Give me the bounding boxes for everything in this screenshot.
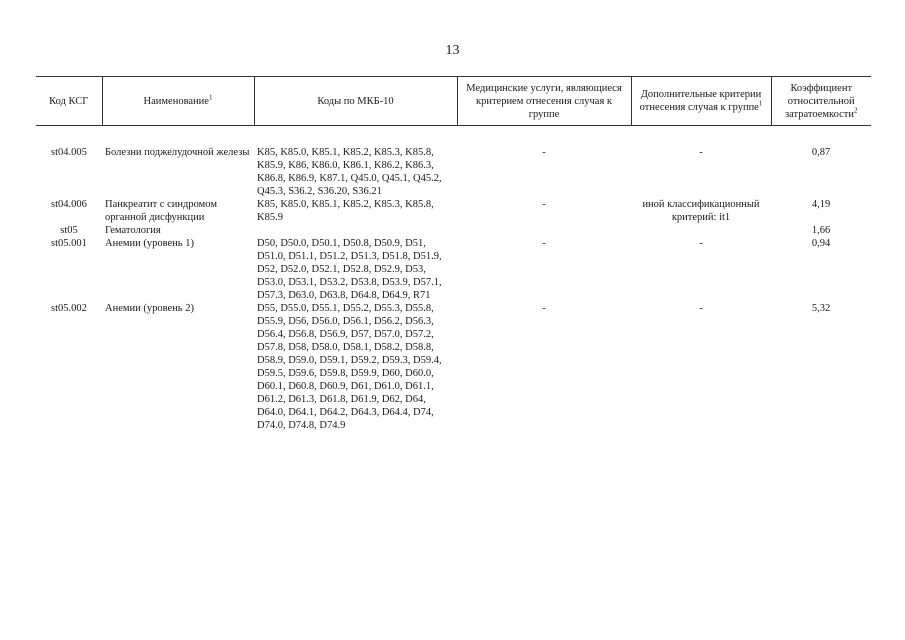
row-code: st04.005 — [51, 147, 87, 158]
header-coef-footnote: 2 — [853, 106, 858, 114]
row-name: Гематология — [105, 225, 161, 236]
table-row — [36, 198, 871, 224]
row-coefficient: 0,94 — [811, 238, 831, 249]
row-coefficient: 0,87 — [811, 147, 831, 158]
table-row — [36, 302, 871, 432]
row-name: Анемии (уровень 2) — [105, 303, 194, 314]
header-name-footnote: 1 — [208, 93, 213, 101]
header-services-label: Медицинские услуги, являющиеся критерием отнесения случая к группе — [466, 82, 622, 120]
header-criteria-footnote: 1 — [758, 99, 763, 108]
row-icd-codes — [254, 224, 457, 237]
header-icd-label: Коды по МКБ-10 — [317, 95, 394, 107]
page-number: 13 — [445, 43, 460, 58]
table-row — [36, 237, 871, 302]
header-coef-label: Коэффициент относительной затратоемкости — [785, 82, 855, 120]
row-services: - — [542, 147, 546, 158]
row-services: - — [542, 238, 546, 249]
row-criteria: - — [699, 147, 703, 158]
row-name: Анемии (уровень 1) — [105, 238, 194, 249]
row-icd-codes: D55, D55.0, D55.1, D55.2, D55.3, D55.8, D55.9, D56, D56.0, D56.1, D56.2, D56.3, D56.4, D56.8, D56.9, D57, D57.0, D57.2, D57.8, D58, D58.0, D58.1, D58.2, D58.8, D58.9, D59.0, D59.1, D59.2, D59.3, D59.4, D59.5, D59.6, D59.8, D59.9, D60, D60.0, D60.1, D60.8, D60.9, D61, D61.0, D61.1, D61.2, D61.3, D61.8, D61.9, D62, D64, D64.0, D64.1, D64.2, D64.3, D64.4, D74, D74.0, D74.8, D74.9 — [257, 303, 442, 431]
header-name-label: Наименование — [143, 95, 209, 107]
row-services: - — [542, 303, 546, 314]
header-code — [36, 77, 102, 126]
table-row — [36, 146, 871, 198]
ksg-table — [36, 76, 871, 432]
table-row — [36, 224, 871, 237]
header-services — [457, 77, 631, 126]
header-coef — [771, 77, 871, 126]
row-criteria: - — [699, 303, 703, 314]
row-icd-codes: K85, K85.0, K85.1, K85.2, K85.3, K85.8, K85.9, K86, K86.0, K86.1, K86.2, K86.3, K86.8, K86.9, K87.1, Q45.0, Q45.1, Q45.2, Q45.3, S36.2, S36.20, S36.21 — [257, 147, 442, 197]
row-criteria — [631, 224, 771, 237]
row-coefficient: 5,32 — [811, 303, 831, 314]
header-criteria — [631, 77, 771, 126]
row-name: Болезни поджелудочной железы — [105, 147, 250, 158]
table-header-row — [36, 77, 871, 126]
row-services — [457, 224, 631, 237]
row-coefficient: 4,19 — [811, 199, 831, 210]
row-icd-codes: K85, K85.0, K85.1, K85.2, K85.3, K85.8, K85.9 — [257, 199, 434, 223]
row-services: - — [542, 199, 546, 210]
row-name: Панкреатит с синдромом органной дисфункции — [105, 199, 217, 223]
header-icd — [254, 77, 457, 126]
row-code: st05 — [60, 225, 78, 236]
row-code: st04.006 — [51, 199, 87, 210]
row-code: st05.002 — [51, 303, 87, 314]
row-code: st05.001 — [51, 238, 87, 249]
header-criteria-label: Дополнительные критерии отнесения случая к группе — [639, 89, 762, 113]
row-criteria: иной классификационный критерий: it1 — [642, 199, 760, 223]
header-name — [102, 77, 254, 126]
header-code-label: Код КСГ — [49, 95, 89, 107]
row-criteria: - — [699, 238, 703, 249]
row-icd-codes: D50, D50.0, D50.1, D50.8, D50.9, D51, D51.0, D51.1, D51.2, D51.3, D51.8, D51.9, D52, D52.0, D52.1, D52.8, D52.9, D53, D53.0, D53.1, D53.2, D53.8, D53.9, D57.1, D57.3, D63.0, D63.8, D64.8, D64.9, R71 — [257, 238, 442, 301]
row-coefficient: 1,66 — [811, 225, 831, 236]
